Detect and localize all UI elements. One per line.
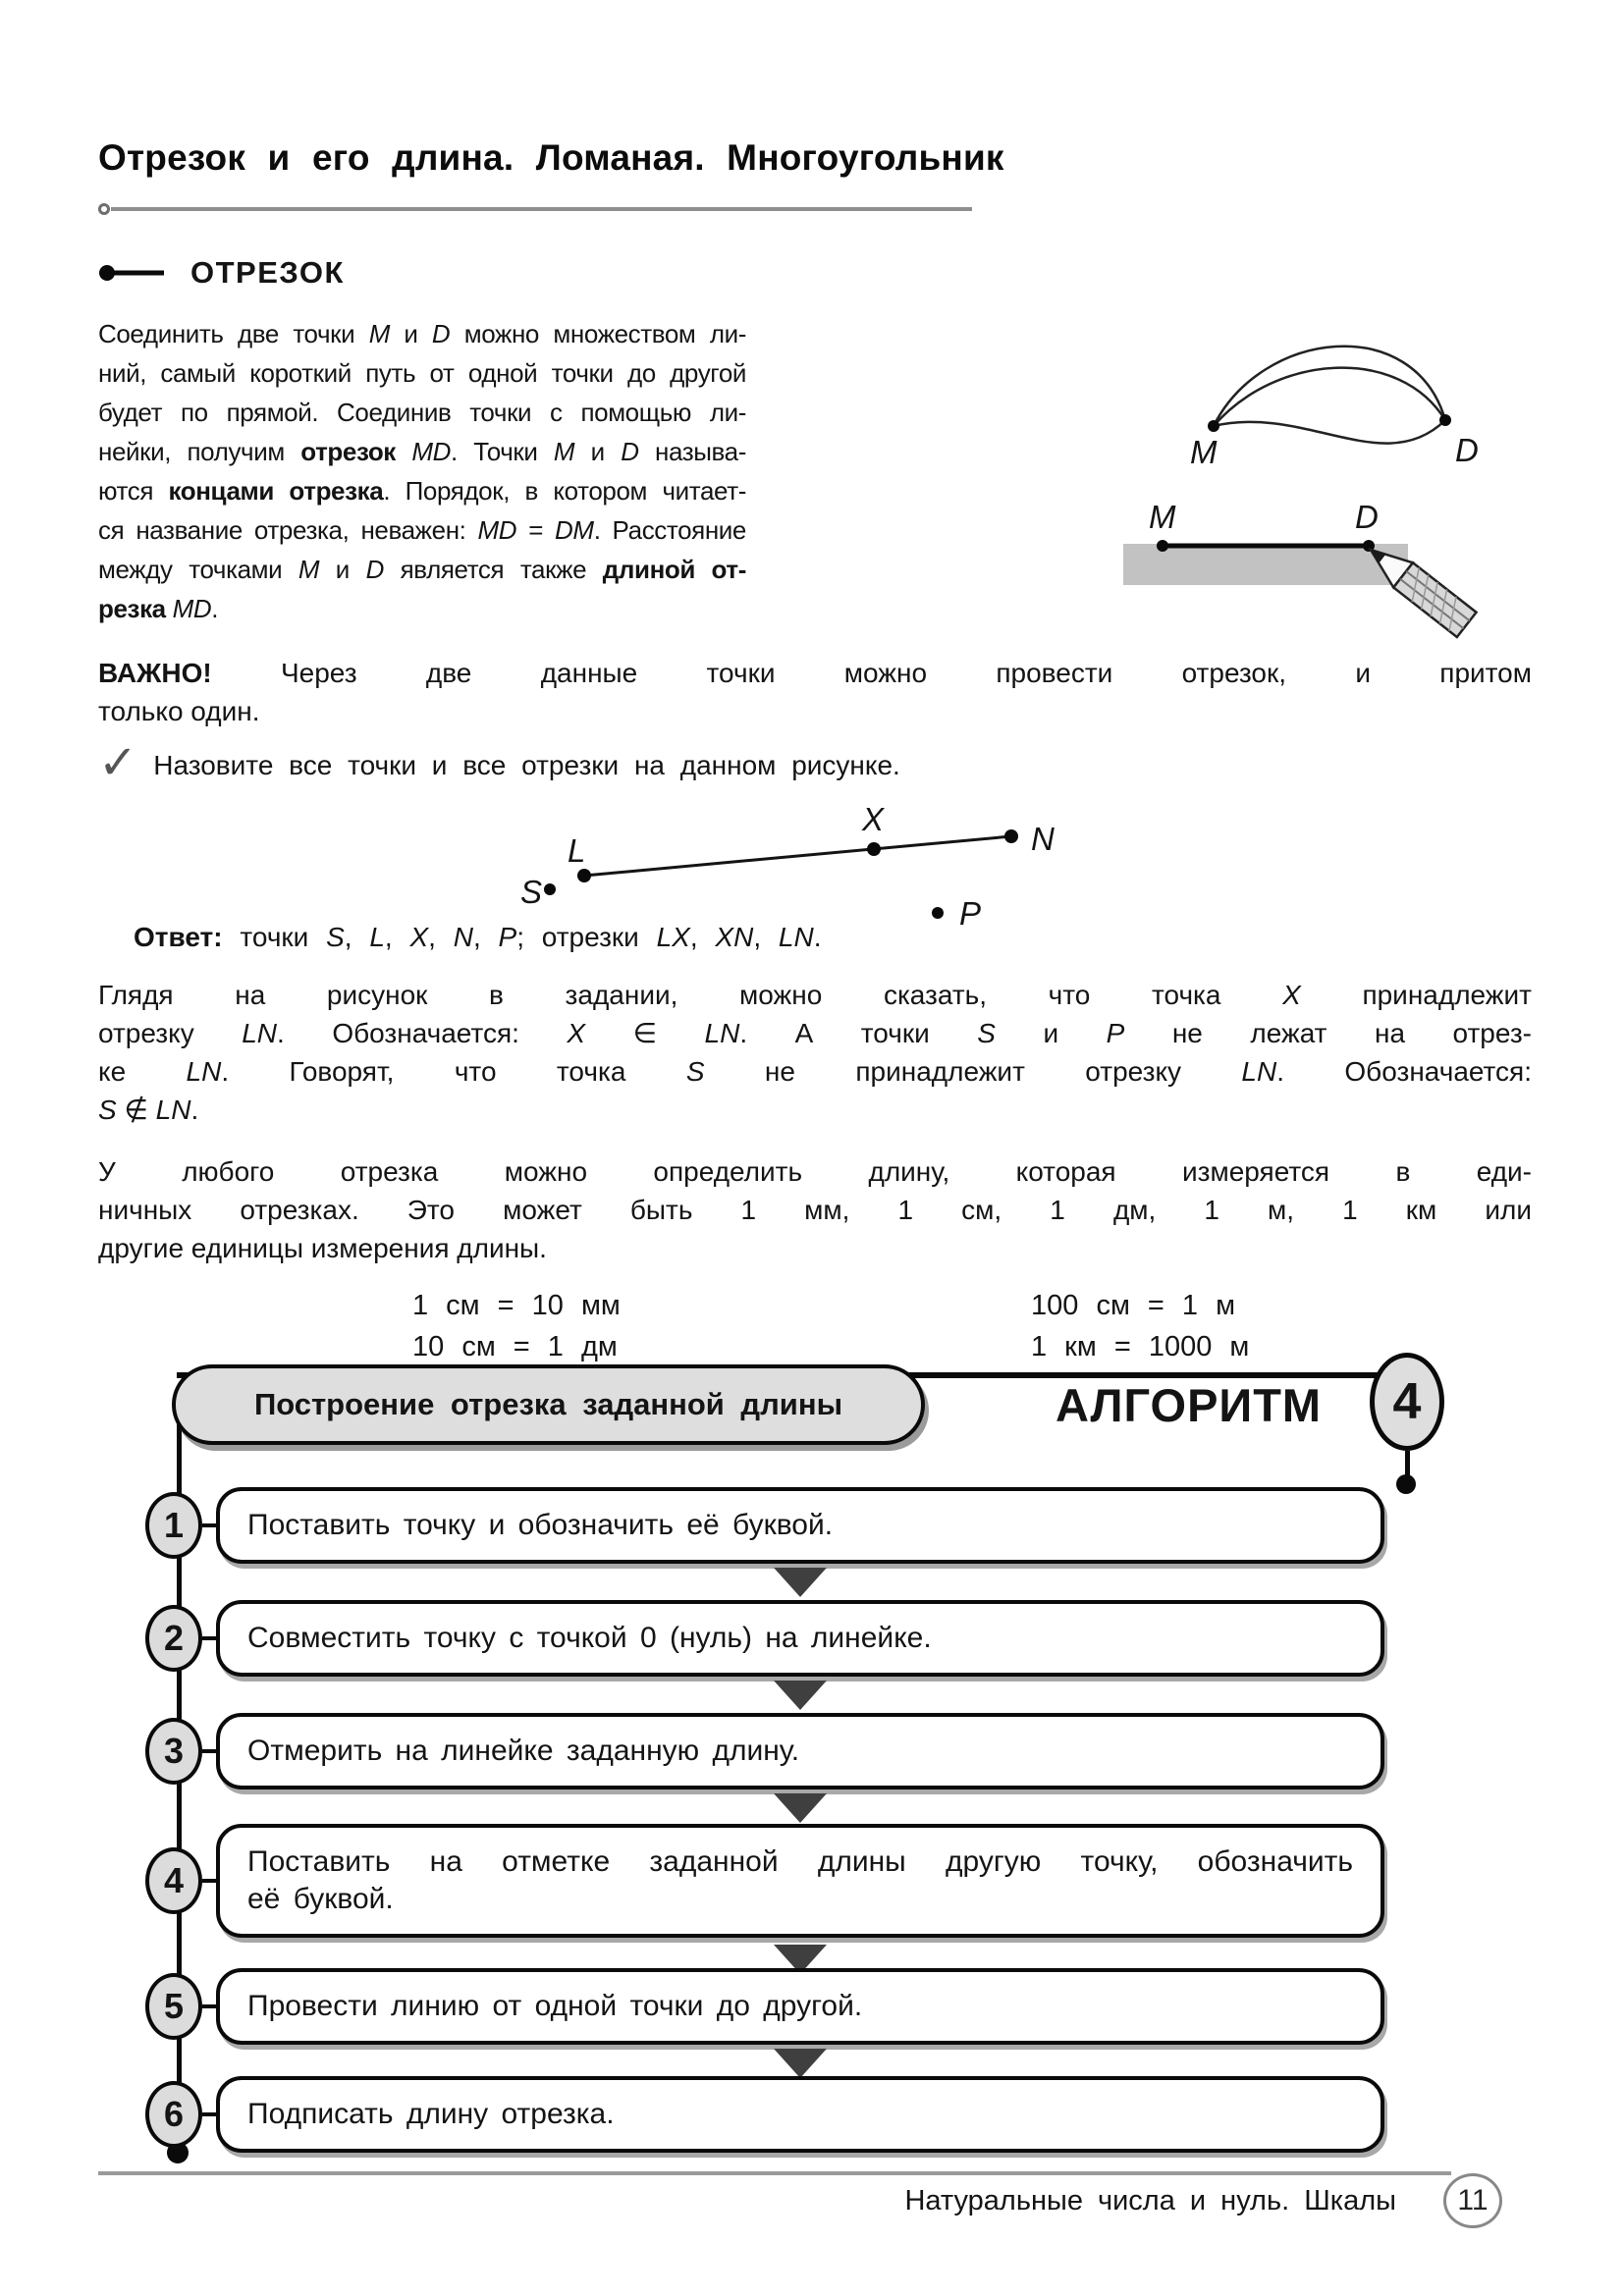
pencil-icon: [1361, 537, 1476, 637]
paragraph-line: Соединить две точки M и D можно множеством ли-: [98, 319, 746, 348]
paragraph-line: ке LN. Говорят, что точка S не принадлежит отрезку LN. Обозначается:: [98, 1056, 1532, 1087]
step-number-badge: 1: [145, 1492, 202, 1559]
point-m-label: M: [1190, 434, 1218, 470]
down-arrow-icon: [774, 1793, 827, 1823]
intro-paragraph: [98, 314, 746, 642]
algorithm-step-box: [216, 1824, 1384, 1938]
footer-divider: [98, 2171, 1451, 2175]
step-text: Совместить точку с точкой 0 (нуль) на линейке.: [247, 1622, 932, 1654]
point-m-dot: [1157, 540, 1168, 552]
conversions-right-column: [1031, 1285, 1249, 1367]
paragraph-line: резка MD.: [98, 594, 219, 623]
footer-chapter-title: Натуральные числа и нуль. Шкалы: [904, 2185, 1396, 2216]
paragraph-line: ются концами отрезка. Порядок, в котором читает-: [98, 476, 746, 506]
conversions-left-column: [412, 1285, 621, 1367]
step-text: её буквой.: [247, 1883, 394, 1915]
paragraph-line: другие единицы измерения длины.: [98, 1233, 547, 1263]
units-paragraph: [98, 1152, 1532, 1267]
algorithm-step: [98, 1600, 1532, 1677]
point-s-dot: [544, 883, 556, 895]
intro-block: [98, 314, 1532, 642]
segment-ln-line: [584, 836, 1011, 876]
point-l-label: L: [568, 832, 586, 869]
algorithm-step-box: [216, 1968, 1384, 2045]
section-header: [98, 255, 1532, 291]
paragraph-line: Глядя на рисунок в задании, можно сказать, что точка X принадлежит: [98, 980, 1532, 1010]
point-l-dot: [577, 869, 591, 882]
point-d-label: D: [1455, 432, 1479, 468]
point-m-label: M: [1149, 499, 1176, 535]
algorithm-step-box: [216, 1487, 1384, 1564]
algorithm-block: [98, 1364, 1532, 2179]
paragraph-line: отрезку LN. Обозначается: X ∈ LN. А точки S и P не лежат на отрез-: [98, 1018, 1532, 1048]
algorithm-step-box: [216, 1600, 1384, 1677]
paragraph-line: ся название отрезка, неважен: MD = DM. Расстояние: [98, 515, 746, 545]
paragraph-line: только один.: [98, 696, 260, 726]
important-note: [98, 654, 1532, 730]
algorithm-step-box: [216, 2076, 1384, 2153]
point-x-dot: [867, 842, 881, 856]
paragraph-line: У любого отрезка можно определить длину, которая измеряется в еди-: [98, 1156, 1532, 1187]
step-number-badge: 5: [145, 1973, 202, 2040]
flow-arrow: [216, 1568, 1384, 1597]
paragraph-line: между точками M и D является также длиной от-: [98, 555, 746, 584]
step-number-badge: 4: [145, 1847, 202, 1914]
point-n-dot: [1004, 829, 1018, 843]
points-and-segment-figure: [520, 787, 1090, 934]
point-n-label: N: [1031, 821, 1055, 857]
task-text: Назовите все точки и все отрезки на данном рисунке.: [153, 750, 900, 780]
flow-arrow: [216, 2049, 1384, 2078]
flow-arrow: [216, 1793, 1384, 1823]
algorithm-step: [98, 1821, 1532, 1941]
step-text: Отмерить на линейке заданную длину.: [247, 1735, 800, 1767]
algorithm-number: 4: [1392, 1373, 1422, 1430]
step-number-badge: 3: [145, 1718, 202, 1785]
point-p-dot: [932, 907, 944, 919]
algorithm-step: [98, 1968, 1532, 2045]
algorithm-step-box: [216, 1713, 1384, 1789]
algorithm-number-stem: [1405, 1451, 1410, 1476]
conversion-item: 1 км = 1000 м: [1031, 1331, 1250, 1362]
answer-line: Ответ: точки S, L, X, N, P; отрезки LX, XN, LN.: [134, 922, 822, 952]
underline-rule: [111, 207, 972, 211]
paragraph-line: будет по прямой. Соединив точки с помощью ли-: [98, 398, 746, 427]
conversion-item: 1 см = 10 мм: [412, 1290, 621, 1321]
algorithm-step: [98, 1487, 1532, 1564]
down-arrow-icon: [774, 1681, 827, 1710]
point-s-label: S: [520, 874, 543, 910]
checkmark-icon: ✓: [98, 737, 138, 789]
flow-arrow: [216, 1681, 1384, 1710]
point-m-dot: [1208, 420, 1219, 432]
step-text: Поставить точку и обозначить её буквой.: [247, 1509, 834, 1541]
algorithm-title: Построение отрезка заданной длины: [253, 1387, 843, 1421]
step-text: Поставить на отметке заданной длины другую точку, обозначить: [247, 1845, 1353, 1878]
unit-conversions: [98, 1285, 1532, 1369]
algorithm-step: [98, 1713, 1532, 1789]
down-arrow-icon: [774, 2049, 827, 2078]
underline-circle-icon: [98, 203, 110, 215]
segment-with-pencil-figure: [1119, 499, 1492, 656]
step-text: Подписать длину отрезка.: [247, 2098, 615, 2130]
membership-paragraph: [98, 976, 1532, 1129]
step-text: Провести линию от одной точки до другой.: [247, 1990, 863, 2022]
paragraph-line: ний, самый короткий путь от одной точки до другой: [98, 358, 746, 388]
paragraph-line: ничных отрезках. Это может быть 1 мм, 1 см, 1 дм, 1 м, 1 км или: [98, 1195, 1532, 1225]
paragraph-line: S ∉ LN.: [98, 1095, 199, 1125]
step-number-badge: 6: [145, 2081, 202, 2148]
paragraph-line: нейки, получим отрезок MD. Точки M и D называ-: [98, 437, 746, 466]
algorithm-step: [98, 2076, 1532, 2153]
point-d-dot: [1439, 414, 1451, 426]
step-number-badge: 2: [145, 1605, 202, 1672]
down-arrow-icon: [774, 1568, 827, 1597]
point-d-label: D: [1355, 499, 1379, 535]
conversion-item: 10 см = 1 дм: [412, 1331, 618, 1362]
algorithm-label: АЛГОРИТМ: [1056, 1379, 1323, 1431]
paragraph-line: ВАЖНО! Через две данные точки можно провести отрезок, и притом: [98, 658, 1532, 688]
conversion-item: 100 см = 1 м: [1031, 1290, 1236, 1321]
intro-figures: [746, 314, 1532, 642]
curves-between-points-figure: [1178, 320, 1492, 497]
segment-icon: [98, 264, 169, 282]
title-underline: [98, 202, 982, 216]
task-row: [98, 737, 1532, 789]
page-number: 11: [1457, 2184, 1489, 2216]
section-title: ОТРЕЗОК: [190, 255, 345, 290]
algorithm-title-pill: [172, 1364, 925, 1445]
algorithm-number-badge: [1370, 1353, 1444, 1451]
page-title: Отрезок и его длина. Ломаная. Многоугольник: [98, 137, 1004, 178]
point-x-label: X: [862, 801, 885, 837]
page-number-badge: [1443, 2173, 1502, 2228]
point-p-label: P: [959, 895, 982, 932]
